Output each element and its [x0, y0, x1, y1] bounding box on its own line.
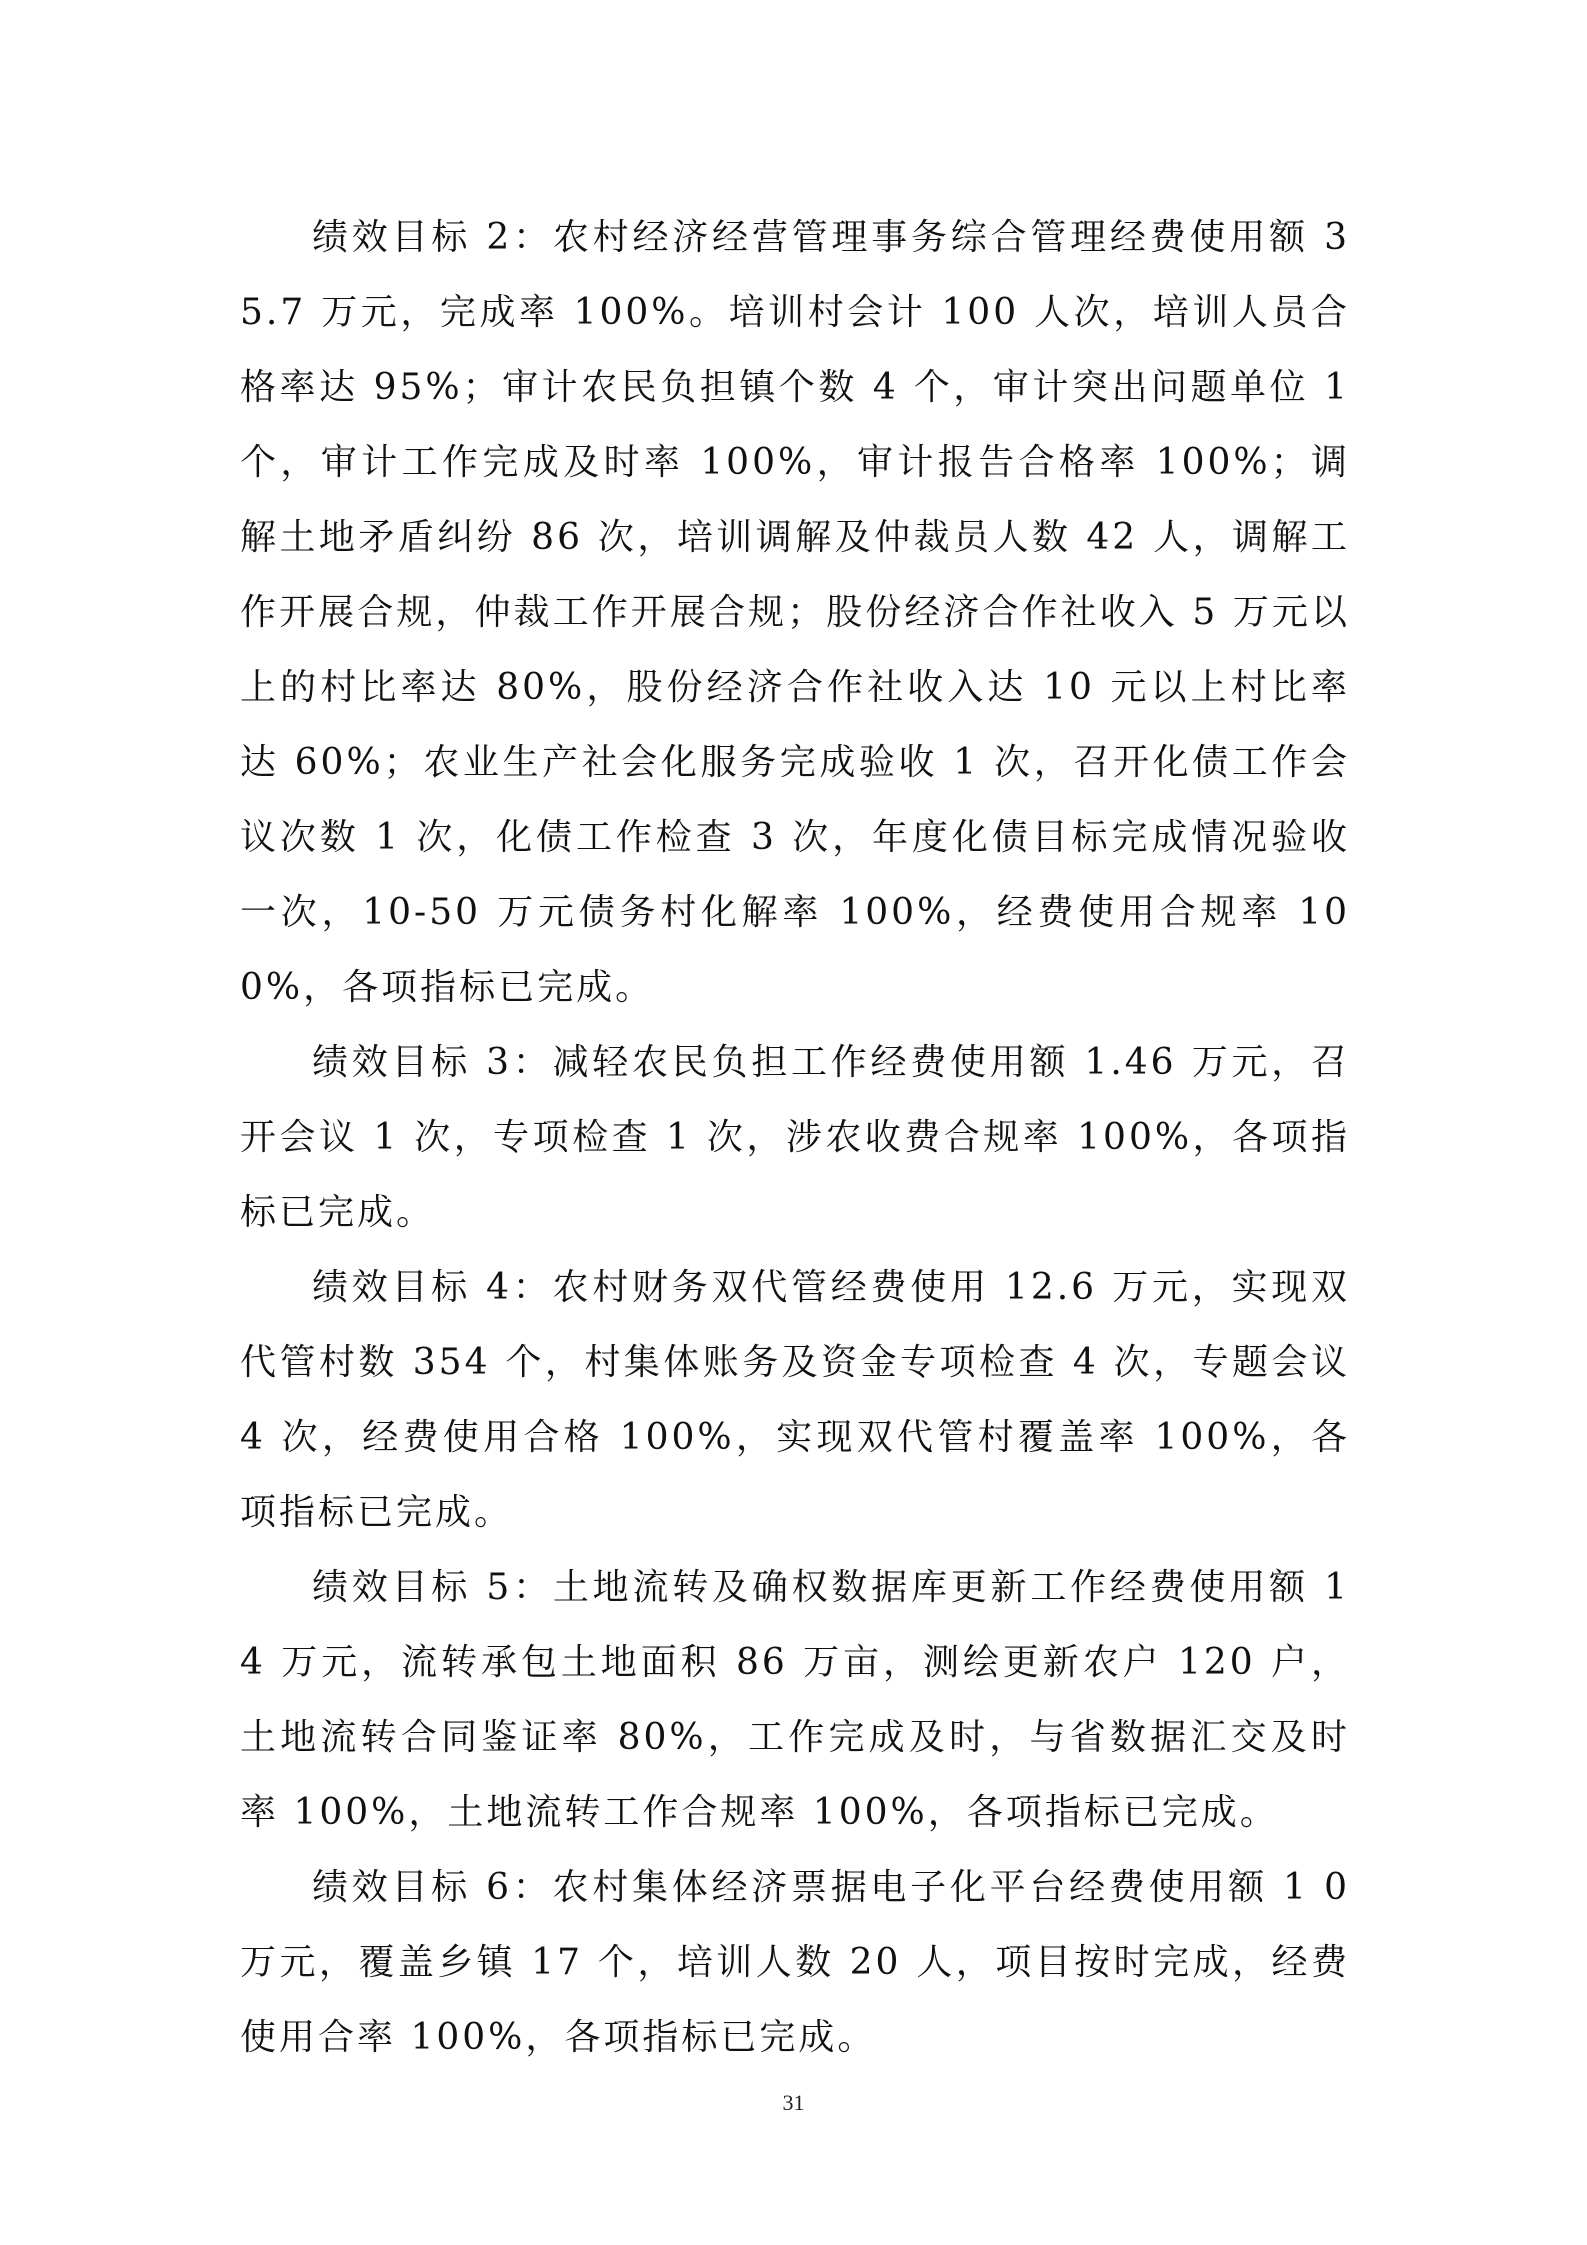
- paragraph-goal-4: 绩效目标 4：农村财务双代管经费使用 12.6 万元，实现双代管村数 354 个，村集体账务及资金专项检查 4 次，专题会议 4 次，经费使用合格 100%，实现双代管村覆盖率 100%，各项指标已完成。: [240, 1267, 1350, 1533]
- paragraph-goal-5: 绩效目标 5：土地流转及确权数据库更新工作经费使用额 14 万元，流转承包土地面积 86 万亩，测绘更新农户 120 户，土地流转合同鉴证率 80%，工作完成及时，与省数据汇交及时率 100%，土地流转工作合规率 100%，各项指标已完成。: [240, 1567, 1350, 1833]
- page-number: 31: [782, 2090, 805, 2115]
- paragraph-goal-6: 绩效目标 6：农村集体经济票据电子化平台经费使用额 1 0 万元，覆盖乡镇 17 个，培训人数 20 人，项目按时完成，经费使用合率 100%，各项指标已完成。: [240, 1867, 1350, 2058]
- paragraph-goal-3: 绩效目标 3：减轻农民负担工作经费使用额 1.46 万元，召开会议 1 次，专项检查 1 次，涉农收费合规率 100%，各项指标已完成。: [240, 1042, 1350, 1233]
- paragraph-goal-2: 绩效目标 2：农村经济经营管理事务综合管理经费使用额 35.7 万元，完成率 100%。培训村会计 100 人次，培训人员合格率达 95%；审计农民负担镇个数 4 个，审计突出问题单位 1 个，审计工作完成及时率 100%，审计报告合格率 100%；调解土地矛盾纠纷 86 次，培训调解及仲裁员人数 42 人，调解工作开展合规，仲裁工作开展合规；股份经济合作社收入 5 万元以上的村比率达 80%，股份经济合作社收入达 10 元以上村比率达 60%；农业生产社会化服务完成验收 1 次，召开化债工作会议次数 1 次，化债工作检查 3 次，年度化债目标完成情况验收一次，10-50 万元债务村化解率 100%，经费使用合规率 100%，各项指标已完成。: [240, 217, 1350, 1008]
- document-body: [240, 200, 1350, 2075]
